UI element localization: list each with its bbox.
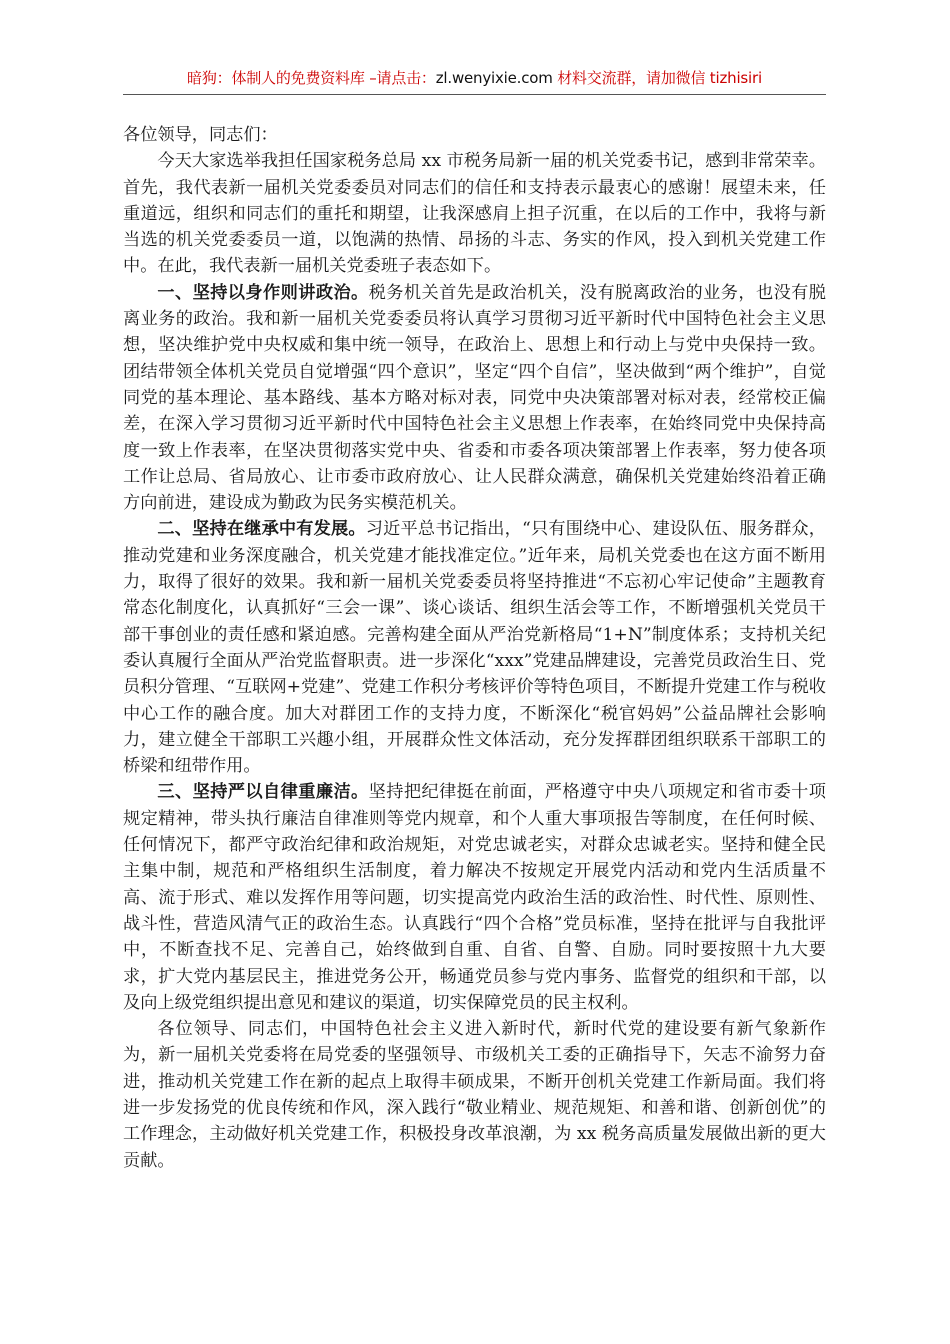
intro-paragraph: 今天大家选举我担任国家税务总局 xx 市税务局新一届的机关党委书记，感到非常荣幸。首先，我代表新一届机关党委委员对同志们的信任和支持表示最衷心的感谢！展望未来，任重道远，组织和同志们的重托和期望，让我深感肩上担子沉重，在以后的工作中，我将与新当选的机关党委委员一道，以饱满的热情、昂扬的斗志、务实的作风，投入到机关党建工作中。在此，我代表新一届机关党委班子表态如下。 bbox=[123, 151, 826, 277]
closing-paragraph: 各位领导、同志们，中国特色社会主义进入新时代，新时代党的建设要有新气象新作为，新一届机关党委将在局党委的坚强领导、市级机关工委的正确指导下，矢志不渝努力奋进，推动机关党建工作在新的起点上取得丰硕成果，不断开创机关党建工作新局面。我们将进一步发扬党的优良传统和作风，深入践行“敬业精业、规范规矩、和善和谐、创新创优”的工作理念，主动做好机关党建工作，积极投身改革浪潮，为 xx 税务高质量发展做出新的更大贡献。 bbox=[123, 1019, 826, 1171]
section-1-paragraph bbox=[123, 280, 826, 517]
section-1-body: 税务机关首先是政治机关，没有脱离政治的业务，也没有脱离业务的政治。我和新一届机关党委委员将认真学习贯彻习近平新时代中国特色社会主义思想，坚决维护党中央权威和集中统一领导，在政治上、思想上和行动上与党中央保持一致。团结带领全体机关党员自觉增强“四个意识”，坚定“四个自信”，坚决做到“两个维护”，自觉同党的基本理论、基本路线、基本方略对标对表，同党中央决策部署对标对表，经常校正偏差，在深入学习贯彻习近平新时代中国特色社会主义思想上作表率，在始终同党中央保持高度一致上作表率，在坚决贯彻落实党中央、省委和市委各项决策部署上作表率，努力使各项工作让总局、省局放心、让市委市政府放心、让人民群众满意，确保机关党建始终沿着正确方向前进，建设成为勤政为民务实模范机关。 bbox=[123, 282, 826, 514]
section-1-heading: 一、坚持以身作则讲政治。 bbox=[157, 282, 369, 303]
section-3-paragraph bbox=[123, 779, 826, 1016]
header-url-link[interactable]: zl.wenyixie.com bbox=[435, 69, 553, 87]
section-2-paragraph bbox=[123, 516, 826, 779]
page-header bbox=[123, 0, 826, 95]
section-2-heading: 二、坚持在继承中有发展。 bbox=[157, 519, 366, 540]
document-body bbox=[123, 95, 826, 1174]
section-3-heading: 三、坚持严以自律重廉洁。 bbox=[157, 782, 369, 803]
header-wechat: 材料交流群，请加微信 tizhisiri bbox=[552, 69, 762, 87]
header-click-prefix: –请点击： bbox=[364, 69, 436, 87]
section-2-body: 习近平总书记指出，“只有围绕中心、建设队伍、服务群众，推动党建和业务深度融合，机关党建才能找准定位。”近年来，局机关党委也在这方面不断用力，取得了很好的效果。我和新一届机关党委委员将坚持推进“不忘初心牢记使命”主题教育常态化制度化，认真抓好“三会一课”、谈心谈话、组织生活会等工作，不断增强机关党员干部干事创业的责任感和紧迫感。完善构建全面从严治党新格局“1+N”制度体系；支持机关纪委认真履行全面从严治党监督职责。进一步深化“xxx”党建品牌建设，完善党员政治生日、党员积分管理、“互联网+党建”、党建工作积分考核评价等特色项目，不断提升党建工作与税收中心工作的融合度。加大对群团工作的支持力度，不断深化“税官妈妈”公益品牌社会影响力，建立健全干部职工兴趣小组，开展群众性文体活动，充分发挥群团组织联系干部职工的桥梁和纽带作用。 bbox=[123, 519, 826, 777]
header-brand: 暗狗：体制人的免费资料库 bbox=[187, 69, 365, 87]
section-3-body: 坚持把纪律挺在前面，严格遵守中央八项规定和省市委十项规定精神，带头执行廉洁自律准则等党内规章，和个人重大事项报告等制度，在任何时候、任何情况下，都严守政治纪律和政治规矩，对党忠诚老实，对群众忠诚老实。坚持和健全民主集中制，规范和严格组织生活制度，着力解决不按规定开展党内活动和党内生活质量不高、流于形式、难以发挥作用等问题，切实提高党内政治生活的政治性、时代性、原则性、战斗性，营造风清气正的政治生态。认真践行“四个合格”党员标准，坚持在批评与自我批评中，不断查找不足、完善自己，始终做到自重、自省、自警、自励。同时要按照十九大要求，扩大党内基层民主，推进党务公开，畅通党员参与党内事务、监督党的组织和干部，以及向上级党组织提出意见和建议的渠道，切实保障党员的民主权利。 bbox=[123, 782, 826, 1013]
salutation: 各位领导，同志们： bbox=[123, 125, 278, 145]
